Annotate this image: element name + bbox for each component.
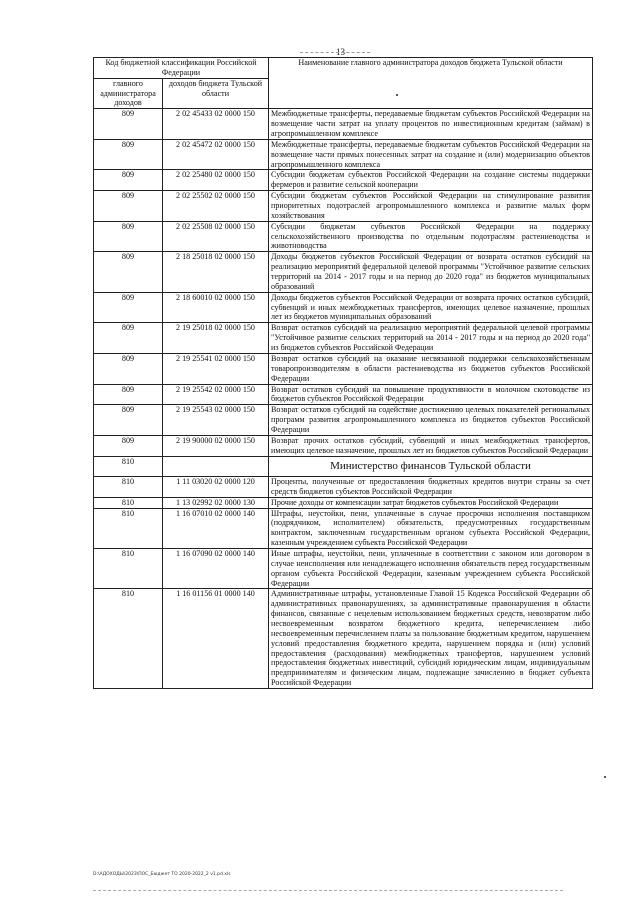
department-title: Министерство финансов Тульской области bbox=[269, 456, 593, 476]
table-row bbox=[94, 435, 593, 456]
income-name-cell: Доходы бюджетов субъектов Российской Федерации от возврата остатков субсидий на реализацию мероприятий федеральной целевой программы "Устойчивое развитие сельских территорий на 2014 - 2017 годы и на период до 2020 года" из бюджетов муниципальных образований bbox=[269, 252, 593, 292]
income-name-cell: Доходы бюджетов субъектов Российской Федерации от возврата прочих остатков субсидий, субвенций и иных межбюджетных трансфертов, имеющих целевое назначение, прошлых лет из бюджетов муниципальных образований bbox=[269, 292, 593, 323]
table-row bbox=[94, 589, 593, 689]
income-code-cell: 2 19 25542 02 0000 150 bbox=[163, 384, 269, 405]
income-name-cell: Возврат остатков субсидий на повышение продуктивности в молочном скотоводстве из бюджетов субъектов Российской Федерации bbox=[269, 384, 593, 405]
admin-code-cell: 809 bbox=[94, 435, 163, 456]
table-row bbox=[94, 405, 593, 436]
income-code-cell: 2 02 45433 02 0000 150 bbox=[163, 109, 269, 140]
income-name-cell: Штрафы, неустойки, пени, уплаченные в случае просрочки исполнения поставщиком (подрядчиком, исполнителем) обязательств, предусмотренных государственным контрактом, заключенным государственным органом субъекта Российской Федерации, казенным учреждением субъекта Российской Федерации bbox=[269, 508, 593, 548]
table-row bbox=[94, 476, 593, 497]
top-divider bbox=[300, 52, 370, 53]
admin-code-cell: 809 bbox=[94, 292, 163, 323]
admin-code-cell: 810 bbox=[94, 589, 163, 689]
income-name-cell: Субсидии бюджетам субъектов Российской Федерации на стимулирование развития приоритетных подотраслей агропромышленного комплекса и развитие малых форм хозяйствования bbox=[269, 191, 593, 222]
admin-code-cell: 809 bbox=[94, 221, 163, 252]
department-admin-code: 810 bbox=[94, 456, 163, 476]
admin-code-cell: 810 bbox=[94, 548, 163, 588]
page-number: 13 bbox=[336, 47, 345, 57]
department-empty-cell bbox=[163, 456, 269, 476]
header-income-code: доходов бюджета Тульской области bbox=[163, 78, 269, 109]
income-code-cell: 2 18 25018 02 0000 150 bbox=[163, 252, 269, 292]
income-code-cell: 2 18 60010 02 0000 150 bbox=[163, 292, 269, 323]
income-code-cell: 2 02 25480 02 0000 150 bbox=[163, 170, 269, 191]
header-admin-code: главного администратора доходов bbox=[94, 78, 163, 109]
table-row bbox=[94, 109, 593, 140]
footer-file-path: D:\АДОХОДЫ\2023\ПОС_Бюджет ТО 2020-2022_2 v1.pd.xls bbox=[93, 872, 231, 877]
income-code-cell: 1 16 07010 02 0000 140 bbox=[163, 508, 269, 548]
admin-code-cell: 809 bbox=[94, 252, 163, 292]
income-code-cell: 2 19 90000 02 0000 150 bbox=[163, 435, 269, 456]
table-row bbox=[94, 384, 593, 405]
admin-code-cell: 809 bbox=[94, 405, 163, 436]
income-name-cell: Возврат остатков субсидий на оказание несвязанной поддержки сельскохозяйственным товаропроизводителям в области растениеводства из бюджетов субъектов Российской Федерации bbox=[269, 353, 593, 384]
department-section bbox=[94, 456, 593, 476]
scan-speck bbox=[604, 776, 606, 778]
income-name-cell: Субсидии бюджетам субъектов Российской Федерации на создание системы поддержки фермеров и развитие сельской кооперации bbox=[269, 170, 593, 191]
footer-divider bbox=[93, 890, 563, 891]
budget-income-table bbox=[93, 57, 593, 689]
table-row bbox=[94, 548, 593, 588]
income-name-cell: Межбюджетные трансферты, передаваемые бюджетам субъектов Российской Федерации на возмещение части затрат на уплату процентов по инвестиционным кредитам (займам) в агропромышленном комплексе bbox=[269, 109, 593, 140]
income-name-cell: Прочие доходы от компенсации затрат бюджетов субъектов Российской Федерации bbox=[269, 497, 593, 508]
income-name-cell: Возврат остатков субсидий на реализацию мероприятий федеральной целевой программы "Устойчивое развитие сельских территорий на 2014 - 2017 годы и на период до 2020 года" из бюджетов субъектов Российской Федерации bbox=[269, 323, 593, 354]
income-name-cell: Межбюджетные трансферты, передаваемые бюджетам субъектов Российской Федерации на возмещение части прямых понесенных затрат на создание и (или) модернизацию объектов агропромышленного комплекса bbox=[269, 139, 593, 170]
admin-code-cell: 809 bbox=[94, 139, 163, 170]
admin-code-cell: 809 bbox=[94, 170, 163, 191]
income-name-cell: Иные штрафы, неустойки, пени, уплаченные в соответствии с законом или договором в случае неисполнения или ненадлежащего исполнения обязательств перед государственным органом субъекта Российской Федерации, казенным учреждением субъекта Российской Федерации bbox=[269, 548, 593, 588]
table-row bbox=[94, 139, 593, 170]
income-code-cell: 2 19 25543 02 0000 150 bbox=[163, 405, 269, 436]
income-code-cell: 2 02 25508 02 0000 150 bbox=[163, 221, 269, 252]
income-name-cell: Субсидии бюджетам субъектов Российской Федерации на поддержку сельскохозяйственного производства по отдельным подотраслям растениеводства и животноводства bbox=[269, 221, 593, 252]
table-row bbox=[94, 497, 593, 508]
admin-code-cell: 809 bbox=[94, 384, 163, 405]
income-code-cell: 1 16 07090 02 0000 140 bbox=[163, 548, 269, 588]
department-row bbox=[94, 456, 593, 476]
income-code-cell: 1 11 03020 02 0000 120 bbox=[163, 476, 269, 497]
header-admin-name: Наименование главного администратора доходов бюджета Тульской области bbox=[269, 58, 593, 109]
admin-code-cell: 809 bbox=[94, 191, 163, 222]
admin-code-cell: 810 bbox=[94, 497, 163, 508]
income-code-cell: 2 02 25502 02 0000 150 bbox=[163, 191, 269, 222]
table-header-row bbox=[94, 58, 593, 79]
table-row bbox=[94, 508, 593, 548]
table-row bbox=[94, 252, 593, 292]
income-code-cell: 1 13 02992 02 0000 130 bbox=[163, 497, 269, 508]
table-row bbox=[94, 292, 593, 323]
income-code-cell: 2 19 25018 02 0000 150 bbox=[163, 323, 269, 354]
admin-code-cell: 810 bbox=[94, 508, 163, 548]
admin-code-cell: 810 bbox=[94, 476, 163, 497]
table-row bbox=[94, 353, 593, 384]
income-name-cell: Возврат прочих остатков субсидий, субвенций и иных межбюджетных трансфертов, имеющих целевое назначение, прошлых лет из бюджетов субъектов Российской Федерации bbox=[269, 435, 593, 456]
admin-code-cell: 809 bbox=[94, 109, 163, 140]
admin-code-cell: 809 bbox=[94, 353, 163, 384]
admin-code-cell: 809 bbox=[94, 323, 163, 354]
income-code-cell: 2 02 45472 02 0000 150 bbox=[163, 139, 269, 170]
income-code-cell: 2 19 25541 02 0000 150 bbox=[163, 353, 269, 384]
table-row bbox=[94, 191, 593, 222]
table-row bbox=[94, 323, 593, 354]
rows-section-810 bbox=[94, 476, 593, 688]
header-classification: Код бюджетной классификации Российской Федерации bbox=[94, 58, 269, 79]
income-name-cell: Проценты, полученные от предоставления бюджетных кредитов внутри страны за счет средств бюджетов субъектов Российской Федерации bbox=[269, 476, 593, 497]
table-row bbox=[94, 221, 593, 252]
scan-speck bbox=[396, 94, 398, 96]
income-name-cell: Возврат остатков субсидий на содействие достижению целевых показателей региональных программ развития агропромышленного комплекса из бюджетов субъектов Российской Федерации bbox=[269, 405, 593, 436]
table-row bbox=[94, 170, 593, 191]
rows-section-809 bbox=[94, 109, 593, 456]
income-name-cell: Административные штрафы, установленные Главой 15 Кодекса Российской Федерации об административных правонарушениях, за административные правонарушения в области финансов, связанные с нецелевым использованием бюджетных средств, невозвратом либо несвоевременным возвратом бюджетного кредита, неперечислением либо несвоевременным перечислением платы за пользование бюджетным кредитом, нарушением условий предоставления бюджетного кредита, нарушением порядка и (или) условий предоставления (расходования) межбюджетных трансфертов, нарушением условий предоставления бюджетных инвестиций, субсидий юридическим лицам, индивидуальным предпринимателям и физическим лицам, подлежащие зачислению в бюджет субъекта Российской Федерации bbox=[269, 589, 593, 689]
income-code-cell: 1 16 01156 01 0000 140 bbox=[163, 589, 269, 689]
